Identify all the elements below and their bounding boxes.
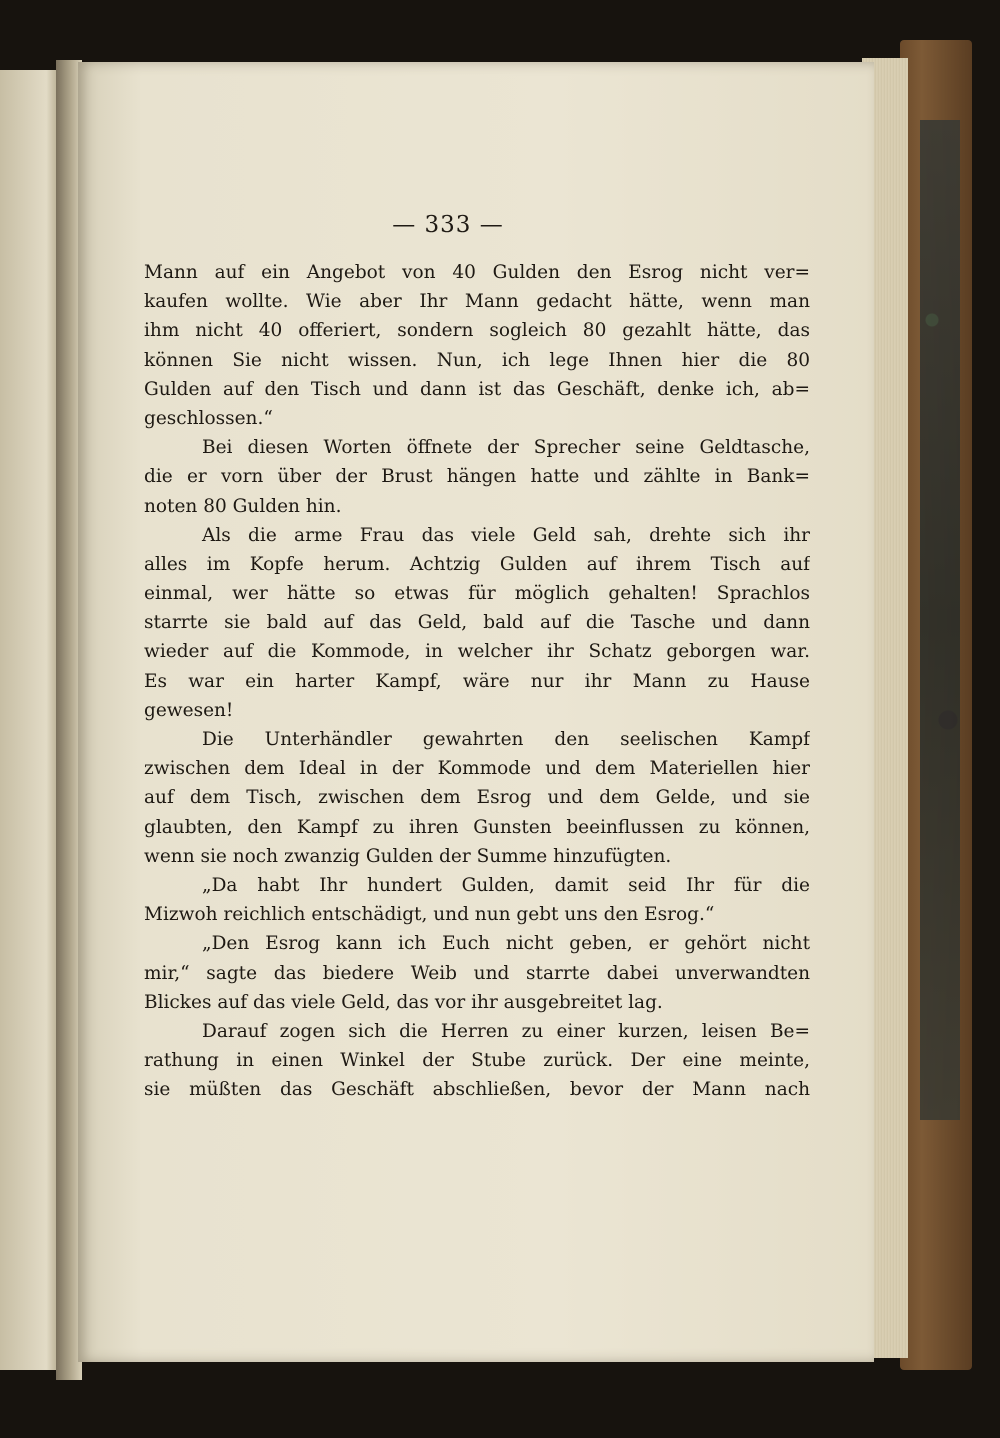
text-line: wenn sie noch zwanzig Gulden der Summe hinzufügten. <box>144 845 672 867</box>
text-line: ihm nicht 40 offeriert, sondern sogleich 80 gezahlt hätte, das <box>144 320 810 342</box>
text-line: auf dem Tisch, zwischen dem Esrog und dem Gelde, und sie <box>144 787 810 809</box>
text-line: Mizwoh reichlich entschädigt, und nun gebt uns den Esrog.“ <box>144 904 715 926</box>
text-line: mir,“ sagte das biedere Weib und starrte dabei unverwandten <box>144 962 810 984</box>
marbled-board <box>920 120 960 1120</box>
text-line: Die Unterhändler gewahrten den seelischen Kampf <box>202 729 810 750</box>
text-line: Blickes auf das viele Geld, das vor ihr ausgebreitet lag. <box>144 991 663 1013</box>
text-line: geschlossen.“ <box>144 407 273 429</box>
text-line: gewesen! <box>144 699 234 721</box>
text-line: Gulden auf den Tisch und dann ist das Geschäft, denke ich, ab= <box>144 378 810 400</box>
text-line: „Den Esrog kann ich Euch nicht geben, er gehört nicht <box>202 933 810 955</box>
page-number: — 333 — <box>392 212 504 238</box>
text-line: alles im Kopfe herum. Achtzig Gulden auf ihrem Tisch auf <box>144 553 810 575</box>
page-text <box>144 258 810 1104</box>
text-line: Es war ein harter Kampf, wäre nur ihr Mann zu Hause <box>144 670 810 692</box>
book-page <box>78 62 874 1362</box>
text-line: „Da habt Ihr hundert Gulden, damit seid Ihr für die <box>202 874 810 896</box>
text-line: können Sie nicht wissen. Nun, ich lege Ihnen hier die 80 <box>144 349 810 371</box>
text-line: einmal, wer hätte so etwas für möglich gehalten! Sprachlos <box>144 583 810 605</box>
text-line: glaubten, den Kampf zu ihren Gunsten beeinflussen zu können, <box>144 816 810 838</box>
text-line: rathung in einen Winkel der Stube zurück. Der eine meinte, <box>144 1050 810 1072</box>
text-line: noten 80 Gulden hin. <box>144 495 342 517</box>
text-line: Mann auf ein Angebot von 40 Gulden den Esrog nicht ver= <box>144 262 810 283</box>
text-line: wieder auf die Kommode, in welcher ihr Schatz geborgen war. <box>144 641 810 663</box>
text-line: Darauf zogen sich die Herren zu einer kurzen, leisen Be= <box>202 1020 810 1042</box>
text-line: die er vorn über der Brust hängen hatte und zählte in Bank= <box>144 466 810 488</box>
left-page-sliver <box>0 70 58 1370</box>
text-line: Als die arme Frau das viele Geld sah, drehte sich ihr <box>202 524 810 546</box>
text-line: kaufen wollte. Wie aber Ihr Mann gedacht hätte, wenn man <box>144 291 810 313</box>
text-line: Bei diesen Worten öffnete der Sprecher seine Geldtasche, <box>202 437 810 459</box>
text-line: starrte sie bald auf das Geld, bald auf die Tasche und dann <box>144 612 810 634</box>
text-line: sie müßten das Geschäft abschließen, bevor der Mann nach <box>144 1079 810 1101</box>
text-line: zwischen dem Ideal in der Kommode und dem Materiellen hier <box>144 758 810 780</box>
